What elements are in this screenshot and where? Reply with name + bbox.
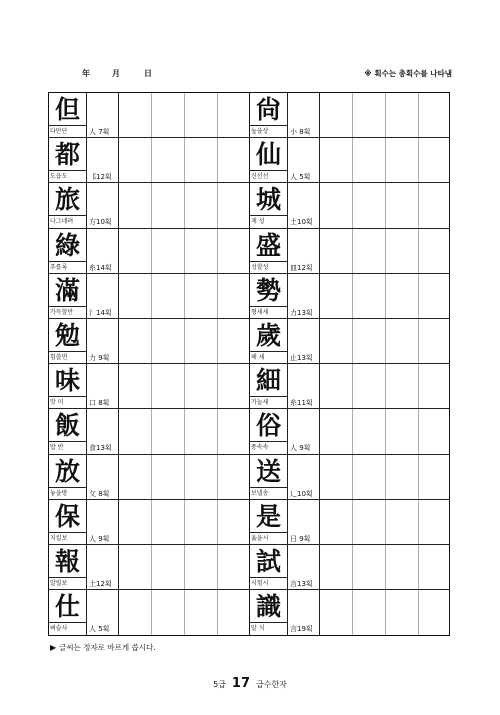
practice-cell[interactable] <box>218 183 249 227</box>
practice-cell[interactable] <box>119 93 152 137</box>
radical-stroke-count: 言19획 <box>290 625 313 634</box>
practice-cell[interactable] <box>386 93 419 137</box>
hanja-reading: 시험시 <box>251 580 269 587</box>
practice-cell[interactable] <box>353 590 386 635</box>
hanja-character: 仙 <box>255 140 281 170</box>
practice-cell[interactable] <box>152 364 185 408</box>
radical-stroke-count: 土12획 <box>89 580 112 588</box>
hanja-character: 送 <box>255 456 281 486</box>
hanja-character: 但 <box>54 95 80 124</box>
hanja-character: 歲 <box>255 321 281 350</box>
hanja-row <box>49 590 249 635</box>
practice-cell[interactable] <box>152 545 185 589</box>
practice-cell[interactable] <box>419 319 449 363</box>
hanja-character: 是 <box>255 501 281 531</box>
hanja-character: 旅 <box>54 185 80 215</box>
practice-cell[interactable] <box>152 590 185 635</box>
practice-divider <box>250 319 320 363</box>
practice-cell[interactable] <box>218 319 249 363</box>
hanja-character: 味 <box>54 366 80 396</box>
practice-cell[interactable] <box>119 229 152 273</box>
practice-cell[interactable] <box>185 319 218 363</box>
practice-cell[interactable] <box>386 409 419 453</box>
radical-stroke-count: 糸11획 <box>290 399 313 408</box>
radical-stroke-count: 人 7획 <box>89 128 110 136</box>
hanja-reading: 보낼송 <box>251 489 269 497</box>
practice-cell[interactable] <box>320 274 353 318</box>
hanja-row <box>250 409 449 454</box>
practice-cell[interactable] <box>353 138 386 182</box>
practice-cell[interactable] <box>386 229 419 273</box>
hanja-reading: 성할성 <box>251 263 269 271</box>
hanja-character: 報 <box>54 547 80 576</box>
page-suffix: 급수한자 <box>256 680 287 689</box>
practice-cell[interactable] <box>185 545 218 589</box>
hanja-row <box>49 545 249 590</box>
hanja-row <box>250 590 449 635</box>
hanja-character: 綠 <box>54 230 80 260</box>
practice-divider <box>49 274 119 318</box>
practice-cell[interactable] <box>419 545 449 589</box>
practice-cell[interactable] <box>419 138 449 182</box>
practice-cell[interactable] <box>152 409 185 453</box>
radical-stroke-count: 氵14획 <box>89 308 112 317</box>
triangle-arrow-icon: ▶ <box>50 643 57 652</box>
worksheet-header <box>0 66 500 82</box>
hanja-row <box>49 229 249 274</box>
practice-cell[interactable] <box>353 274 386 318</box>
practice-cell[interactable] <box>152 183 185 227</box>
day-label: 日 <box>144 69 152 78</box>
practice-cell[interactable] <box>218 274 249 318</box>
practice-cell[interactable] <box>386 138 419 182</box>
practice-cell[interactable] <box>419 183 449 227</box>
practice-cell[interactable] <box>119 274 152 318</box>
hanja-character: 保 <box>54 501 80 531</box>
footer-note <box>50 642 156 653</box>
practice-cell[interactable] <box>353 364 386 408</box>
footer-note-text: 글씨는 정자로 바르게 씁시다. <box>59 643 156 652</box>
practice-divider <box>250 183 320 227</box>
hanja-character: 仕 <box>54 592 80 622</box>
radical-stroke-count: ⻏12획 <box>89 173 112 182</box>
radical-stroke-count: 口 8획 <box>89 399 110 408</box>
practice-cell[interactable] <box>119 409 152 453</box>
hanja-row <box>49 274 249 319</box>
hanja-row <box>250 138 449 183</box>
hanja-row <box>250 229 449 274</box>
radical-stroke-count: 方10획 <box>89 218 112 227</box>
practice-cell[interactable] <box>152 229 185 273</box>
hanja-character: 城 <box>255 185 281 215</box>
hanja-row <box>49 500 249 545</box>
hanja-character: 勉 <box>54 321 80 350</box>
practice-cell[interactable] <box>119 455 152 499</box>
practice-cell[interactable] <box>218 229 249 273</box>
radical-stroke-count: 力 9획 <box>89 354 110 362</box>
radical-stroke-count: 言13획 <box>290 580 313 588</box>
practice-divider <box>49 229 119 273</box>
practice-cell[interactable] <box>320 590 353 635</box>
practice-cell[interactable] <box>119 138 152 182</box>
practice-divider <box>49 545 119 589</box>
practice-cell[interactable] <box>185 500 218 544</box>
radical-stroke-count: 糸14획 <box>89 263 112 272</box>
page-number: 17 <box>231 676 250 691</box>
hanja-row <box>49 409 249 454</box>
hanja-character: 俗 <box>255 411 281 441</box>
hanja-reading: 알 식 <box>251 625 265 633</box>
practice-cell[interactable] <box>218 500 249 544</box>
practice-cell[interactable] <box>119 590 152 635</box>
practice-cell[interactable] <box>119 364 152 408</box>
practice-divider <box>250 409 320 453</box>
practice-cell[interactable] <box>419 590 449 635</box>
practice-divider <box>250 138 320 182</box>
radical-stroke-count: 日 9획 <box>290 534 311 543</box>
practice-divider <box>250 93 320 137</box>
practice-grid <box>48 92 450 636</box>
practice-cell[interactable] <box>419 409 449 453</box>
hanja-row <box>49 183 249 228</box>
practice-cell[interactable] <box>119 319 152 363</box>
hanja-reading: 알릴보 <box>50 580 68 587</box>
month-label: 月 <box>112 69 120 78</box>
hanja-character: 細 <box>255 366 281 396</box>
hanja-character: 試 <box>255 547 281 576</box>
practice-cell[interactable] <box>218 364 249 408</box>
right-column <box>250 93 449 635</box>
radical-stroke-count: 食13획 <box>89 444 112 453</box>
radical-stroke-count: 攵 8획 <box>89 489 110 498</box>
practice-cell[interactable] <box>320 409 353 453</box>
radical-stroke-count: 人 5획 <box>290 173 311 182</box>
radical-stroke-count: 止13획 <box>290 354 313 362</box>
radical-stroke-count: 小 8획 <box>290 128 311 136</box>
page-prefix: 5급 <box>213 680 226 689</box>
practice-cell[interactable] <box>419 364 449 408</box>
practice-cell[interactable] <box>419 455 449 499</box>
hanja-row <box>250 274 449 319</box>
practice-cell[interactable] <box>185 93 218 137</box>
hanja-reading: 옳을시 <box>251 534 269 542</box>
practice-cell[interactable] <box>185 364 218 408</box>
practice-cell[interactable] <box>320 183 353 227</box>
hanja-row <box>49 319 249 364</box>
practice-cell[interactable] <box>119 545 152 589</box>
practice-cell[interactable] <box>119 500 152 544</box>
practice-divider <box>49 455 119 499</box>
hanja-reading: 밥 반 <box>50 444 64 452</box>
practice-cell[interactable] <box>386 500 419 544</box>
practice-cell[interactable] <box>353 409 386 453</box>
practice-divider <box>250 274 320 318</box>
practice-cell[interactable] <box>152 274 185 318</box>
hanja-reading: 가득할만 <box>50 308 74 316</box>
hanja-character: 都 <box>54 140 80 170</box>
practice-cell[interactable] <box>320 455 353 499</box>
hanja-character: 盛 <box>255 230 281 260</box>
practice-cell[interactable] <box>386 590 419 635</box>
practice-cell[interactable] <box>353 93 386 137</box>
hanja-reading: 나그네려 <box>50 218 74 226</box>
practice-cell[interactable] <box>320 364 353 408</box>
practice-divider <box>250 545 320 589</box>
practice-cell[interactable] <box>320 229 353 273</box>
hanja-character: 滿 <box>54 275 80 305</box>
practice-cell[interactable] <box>119 183 152 227</box>
practice-cell[interactable] <box>353 229 386 273</box>
left-column <box>49 93 250 635</box>
practice-cell[interactable] <box>419 229 449 273</box>
hanja-character: 識 <box>255 592 281 622</box>
hanja-character: 放 <box>54 456 80 486</box>
hanja-character: 飯 <box>54 411 80 441</box>
practice-cell[interactable] <box>320 319 353 363</box>
practice-cell[interactable] <box>419 500 449 544</box>
radical-stroke-count: 人 5획 <box>89 625 110 634</box>
hanja-reading: 지킬보 <box>50 534 68 542</box>
hanja-row <box>49 364 249 409</box>
radical-stroke-count: 土10획 <box>290 218 313 227</box>
hanja-reading: 형세세 <box>251 308 269 316</box>
practice-divider <box>49 590 119 635</box>
practice-divider <box>250 364 320 408</box>
hanja-row <box>250 455 449 500</box>
practice-divider <box>49 183 119 227</box>
practice-cell[interactable] <box>353 455 386 499</box>
practice-cell[interactable] <box>386 545 419 589</box>
practice-cell[interactable] <box>152 500 185 544</box>
radical-stroke-count: 人 9획 <box>89 534 110 543</box>
practice-cell[interactable] <box>320 545 353 589</box>
stroke-count-note: ※ 획수는 총획수를 나타냄 <box>364 69 452 78</box>
practice-cell[interactable] <box>353 319 386 363</box>
practice-divider <box>49 364 119 408</box>
practice-divider <box>49 319 119 363</box>
practice-cell[interactable] <box>218 455 249 499</box>
year-label: 年 <box>82 69 90 78</box>
practice-cell[interactable] <box>386 274 419 318</box>
practice-cell[interactable] <box>353 500 386 544</box>
practice-cell[interactable] <box>185 455 218 499</box>
hanja-reading: 높을상 <box>251 128 269 135</box>
practice-divider <box>49 138 119 182</box>
hanja-reading: 힘쓸면 <box>50 354 68 361</box>
practice-cell[interactable] <box>185 409 218 453</box>
hanja-row <box>250 364 449 409</box>
practice-divider <box>250 229 320 273</box>
hanja-row <box>250 545 449 590</box>
practice-cell[interactable] <box>218 409 249 453</box>
practice-cell[interactable] <box>218 138 249 182</box>
practice-cell[interactable] <box>419 93 449 137</box>
practice-divider <box>250 500 320 544</box>
practice-divider <box>49 500 119 544</box>
practice-cell[interactable] <box>320 500 353 544</box>
practice-cell[interactable] <box>218 545 249 589</box>
practice-cell[interactable] <box>218 93 249 137</box>
practice-cell[interactable] <box>353 183 386 227</box>
hanja-reading: 도읍도 <box>50 173 68 181</box>
practice-divider <box>49 409 119 453</box>
practice-cell[interactable] <box>218 590 249 635</box>
practice-cell[interactable] <box>185 138 218 182</box>
hanja-row <box>250 500 449 545</box>
practice-cell[interactable] <box>320 138 353 182</box>
practice-cell[interactable] <box>353 545 386 589</box>
practice-cell[interactable] <box>386 183 419 227</box>
page-footer <box>0 676 500 691</box>
hanja-row <box>250 93 449 138</box>
practice-cell[interactable] <box>185 229 218 273</box>
hanja-reading: 벼슬사 <box>50 625 68 633</box>
hanja-reading: 재 성 <box>251 218 265 226</box>
practice-cell[interactable] <box>386 364 419 408</box>
hanja-reading: 푸를록 <box>50 263 68 271</box>
hanja-reading: 가늘세 <box>251 399 269 407</box>
hanja-row <box>49 455 249 500</box>
practice-divider <box>49 93 119 137</box>
hanja-character: 尙 <box>255 95 281 124</box>
practice-cell[interactable] <box>320 93 353 137</box>
practice-divider <box>250 455 320 499</box>
radical-stroke-count: 力13획 <box>290 308 313 317</box>
hanja-reading: 해 세 <box>251 354 265 361</box>
hanja-reading: 다만단 <box>50 128 68 135</box>
practice-divider <box>250 590 320 635</box>
hanja-row <box>250 183 449 228</box>
hanja-reading: 맛 미 <box>50 399 64 407</box>
practice-cell[interactable] <box>185 274 218 318</box>
practice-cell[interactable] <box>152 319 185 363</box>
practice-cell[interactable] <box>386 455 419 499</box>
hanja-character: 勢 <box>255 275 281 305</box>
radical-stroke-count: 皿12획 <box>290 263 313 272</box>
hanja-row <box>49 93 249 138</box>
practice-cell[interactable] <box>185 590 218 635</box>
practice-cell[interactable] <box>152 455 185 499</box>
hanja-row <box>250 319 449 364</box>
radical-stroke-count: 人 9획 <box>290 444 311 453</box>
practice-cell[interactable] <box>152 93 185 137</box>
radical-stroke-count: 辶10획 <box>290 489 313 498</box>
hanja-reading: 놓을방 <box>50 489 68 497</box>
practice-cell[interactable] <box>386 319 419 363</box>
hanja-reading: 신선선 <box>251 173 269 181</box>
practice-cell[interactable] <box>419 274 449 318</box>
practice-cell[interactable] <box>185 183 218 227</box>
hanja-reading: 풍속속 <box>251 444 269 452</box>
practice-cell[interactable] <box>152 138 185 182</box>
hanja-row <box>49 138 249 183</box>
